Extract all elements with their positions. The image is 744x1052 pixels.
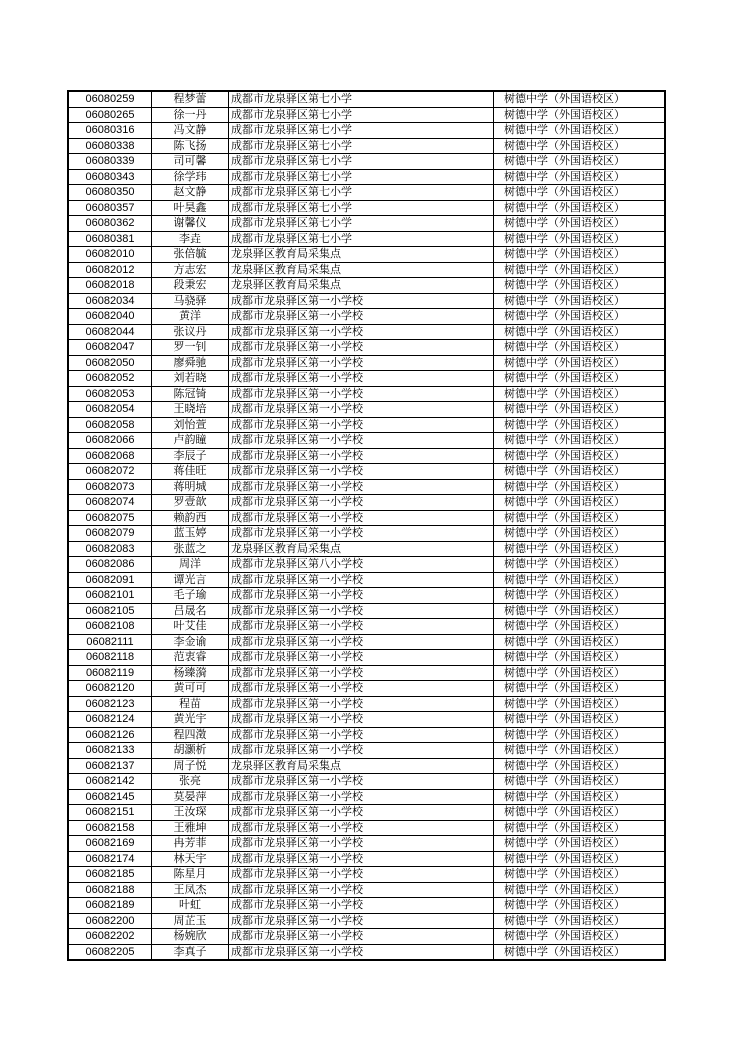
student-id-cell: 06080362 — [68, 216, 152, 232]
table-row — [68, 588, 665, 604]
table-row — [68, 727, 665, 743]
student-id-cell: 06082120 — [68, 681, 152, 697]
table-row — [68, 805, 665, 821]
origin-school-cell: 成都市龙泉驿区第一小学校 — [229, 851, 494, 867]
student-name-cell: 李真子 — [152, 944, 229, 960]
student-name-cell: 叶虹 — [152, 898, 229, 914]
student-id-cell: 06082010 — [68, 247, 152, 263]
admitted-school-cell: 树德中学（外国语校区） — [494, 386, 666, 402]
student-id-cell: 06082123 — [68, 696, 152, 712]
student-name-cell: 赖韵西 — [152, 510, 229, 526]
table-row — [68, 262, 665, 278]
origin-school-cell: 成都市龙泉驿区第一小学校 — [229, 309, 494, 325]
admitted-school-cell: 树德中学（外国语校区） — [494, 138, 666, 154]
origin-school-cell: 成都市龙泉驿区第一小学校 — [229, 324, 494, 340]
student-name-cell: 林天宇 — [152, 851, 229, 867]
student-id-cell: 06082091 — [68, 572, 152, 588]
student-name-cell: 李金谕 — [152, 634, 229, 650]
student-name-cell: 张蓝之 — [152, 541, 229, 557]
student-name-cell: 徐学玮 — [152, 169, 229, 185]
student-name-cell: 赵文静 — [152, 185, 229, 201]
admitted-school-cell: 树德中学（外国语校区） — [494, 340, 666, 356]
table-row — [68, 541, 665, 557]
student-id-cell: 06080259 — [68, 91, 152, 107]
table-row — [68, 169, 665, 185]
student-id-cell: 06082174 — [68, 851, 152, 867]
student-name-cell: 陈飞扬 — [152, 138, 229, 154]
origin-school-cell: 成都市龙泉驿区第一小学校 — [229, 634, 494, 650]
student-name-cell: 黄洋 — [152, 309, 229, 325]
table-row — [68, 247, 665, 263]
student-id-cell: 06082040 — [68, 309, 152, 325]
student-name-cell: 王凤杰 — [152, 882, 229, 898]
origin-school-cell: 成都市龙泉驿区第一小学校 — [229, 572, 494, 588]
student-id-cell: 06082145 — [68, 789, 152, 805]
student-name-cell: 蒋佳旺 — [152, 464, 229, 480]
table-row — [68, 650, 665, 666]
student-id-cell: 06080316 — [68, 123, 152, 139]
table-row — [68, 495, 665, 511]
student-id-cell: 06082054 — [68, 402, 152, 418]
student-id-cell: 06082018 — [68, 278, 152, 294]
origin-school-cell: 成都市龙泉驿区第七小学 — [229, 216, 494, 232]
table-row — [68, 572, 665, 588]
student-id-cell: 06082058 — [68, 417, 152, 433]
student-id-cell: 06082202 — [68, 929, 152, 945]
student-id-cell: 06082111 — [68, 634, 152, 650]
student-id-cell: 06082034 — [68, 293, 152, 309]
student-name-cell: 谭光言 — [152, 572, 229, 588]
table-row — [68, 898, 665, 914]
admitted-school-cell: 树德中学（外国语校区） — [494, 433, 666, 449]
student-id-cell: 06080357 — [68, 200, 152, 216]
student-name-cell: 王雅坤 — [152, 820, 229, 836]
admitted-school-cell: 树德中学（外国语校区） — [494, 293, 666, 309]
table-row — [68, 91, 665, 107]
admitted-school-cell: 树德中学（外国语校区） — [494, 216, 666, 232]
origin-school-cell: 成都市龙泉驿区第一小学校 — [229, 371, 494, 387]
origin-school-cell: 成都市龙泉驿区第一小学校 — [229, 805, 494, 821]
origin-school-cell: 成都市龙泉驿区第一小学校 — [229, 681, 494, 697]
table-row — [68, 510, 665, 526]
admitted-school-cell: 树德中学（外国语校区） — [494, 402, 666, 418]
student-name-cell: 段秉宏 — [152, 278, 229, 294]
student-name-cell: 张议丹 — [152, 324, 229, 340]
student-id-cell: 06082079 — [68, 526, 152, 542]
student-id-cell: 06082083 — [68, 541, 152, 557]
admitted-school-cell: 树德中学（外国语校区） — [494, 774, 666, 790]
admitted-school-cell: 树德中学（外国语校区） — [494, 898, 666, 914]
admitted-school-cell: 树德中学（外国语校区） — [494, 123, 666, 139]
origin-school-cell: 成都市龙泉驿区第一小学校 — [229, 836, 494, 852]
table-row — [68, 774, 665, 790]
admitted-school-cell: 树德中学（外国语校区） — [494, 262, 666, 278]
student-name-cell: 马骁驿 — [152, 293, 229, 309]
table-row — [68, 448, 665, 464]
origin-school-cell: 成都市龙泉驿区第七小学 — [229, 123, 494, 139]
student-id-cell: 06082151 — [68, 805, 152, 821]
table-row — [68, 743, 665, 759]
table-row — [68, 696, 665, 712]
table-row — [68, 123, 665, 139]
origin-school-cell: 成都市龙泉驿区第一小学校 — [229, 340, 494, 356]
admitted-school-cell: 树德中学（外国语校区） — [494, 200, 666, 216]
table-row — [68, 231, 665, 247]
admitted-school-cell: 树德中学（外国语校区） — [494, 851, 666, 867]
origin-school-cell: 成都市龙泉驿区第七小学 — [229, 154, 494, 170]
admitted-school-cell: 树德中学（外国语校区） — [494, 448, 666, 464]
student-id-cell: 06082108 — [68, 619, 152, 635]
student-id-cell: 06082124 — [68, 712, 152, 728]
admitted-school-cell: 树德中学（外国语校区） — [494, 324, 666, 340]
table-row — [68, 309, 665, 325]
admitted-school-cell: 树德中学（外国语校区） — [494, 603, 666, 619]
student-name-cell: 吕晟名 — [152, 603, 229, 619]
student-id-cell: 06082052 — [68, 371, 152, 387]
student-name-cell: 陈冠锜 — [152, 386, 229, 402]
table-row — [68, 402, 665, 418]
student-name-cell: 张倍毓 — [152, 247, 229, 263]
origin-school-cell: 成都市龙泉驿区第八小学校 — [229, 557, 494, 573]
admitted-school-cell: 树德中学（外国语校区） — [494, 557, 666, 573]
student-id-cell: 06082066 — [68, 433, 152, 449]
student-name-cell: 程四澂 — [152, 727, 229, 743]
origin-school-cell: 成都市龙泉驿区第一小学校 — [229, 402, 494, 418]
origin-school-cell: 成都市龙泉驿区第七小学 — [229, 185, 494, 201]
origin-school-cell: 成都市龙泉驿区第一小学校 — [229, 417, 494, 433]
student-name-cell: 黄光宇 — [152, 712, 229, 728]
origin-school-cell: 成都市龙泉驿区第一小学校 — [229, 696, 494, 712]
admitted-school-cell: 树德中学（外国语校区） — [494, 758, 666, 774]
admitted-school-cell: 树德中学（外国语校区） — [494, 634, 666, 650]
student-name-cell: 蒋明城 — [152, 479, 229, 495]
admitted-school-cell: 树德中学（外国语校区） — [494, 231, 666, 247]
table-row — [68, 200, 665, 216]
origin-school-cell: 成都市龙泉驿区第一小学校 — [229, 479, 494, 495]
table-row — [68, 417, 665, 433]
student-id-cell: 06082086 — [68, 557, 152, 573]
student-name-cell: 罗一钊 — [152, 340, 229, 356]
student-name-cell: 李垚 — [152, 231, 229, 247]
student-name-cell: 卢韵瞳 — [152, 433, 229, 449]
origin-school-cell: 成都市龙泉驿区第七小学 — [229, 91, 494, 107]
admitted-school-cell: 树德中学（外国语校区） — [494, 805, 666, 821]
student-id-cell: 06082119 — [68, 665, 152, 681]
admitted-school-cell: 树德中学（外国语校区） — [494, 712, 666, 728]
admitted-school-cell: 树德中学（外国语校区） — [494, 727, 666, 743]
table-row — [68, 138, 665, 154]
origin-school-cell: 成都市龙泉驿区第一小学校 — [229, 464, 494, 480]
admitted-school-cell: 树德中学（外国语校区） — [494, 588, 666, 604]
student-name-cell: 蓝玉婷 — [152, 526, 229, 542]
student-id-cell: 06082200 — [68, 913, 152, 929]
admitted-school-cell: 树德中学（外国语校区） — [494, 355, 666, 371]
admitted-school-cell: 树德中学（外国语校区） — [494, 929, 666, 945]
admitted-school-cell: 树德中学（外国语校区） — [494, 681, 666, 697]
admitted-school-cell: 树德中学（外国语校区） — [494, 836, 666, 852]
student-id-cell: 06082068 — [68, 448, 152, 464]
table-row — [68, 820, 665, 836]
table-row — [68, 479, 665, 495]
origin-school-cell: 成都市龙泉驿区第一小学校 — [229, 433, 494, 449]
student-id-cell: 06082205 — [68, 944, 152, 960]
admitted-school-cell: 树德中学（外国语校区） — [494, 913, 666, 929]
admitted-school-cell: 树德中学（外国语校区） — [494, 650, 666, 666]
admitted-school-cell: 树德中学（外国语校区） — [494, 464, 666, 480]
student-name-cell: 杨臻漪 — [152, 665, 229, 681]
student-name-cell: 毛子瑜 — [152, 588, 229, 604]
admitted-school-cell: 树德中学（外国语校区） — [494, 278, 666, 294]
origin-school-cell: 成都市龙泉驿区第七小学 — [229, 169, 494, 185]
admitted-school-cell: 树德中学（外国语校区） — [494, 510, 666, 526]
admitted-school-cell: 树德中学（外国语校区） — [494, 526, 666, 542]
student-name-cell: 刘若晓 — [152, 371, 229, 387]
origin-school-cell: 成都市龙泉驿区第一小学校 — [229, 789, 494, 805]
student-name-cell: 李辰子 — [152, 448, 229, 464]
table-row — [68, 758, 665, 774]
origin-school-cell: 成都市龙泉驿区第一小学校 — [229, 448, 494, 464]
student-name-cell: 廖舜驰 — [152, 355, 229, 371]
origin-school-cell: 成都市龙泉驿区第一小学校 — [229, 495, 494, 511]
student-id-cell: 06082137 — [68, 758, 152, 774]
student-name-cell: 周洋 — [152, 557, 229, 573]
table-row — [68, 278, 665, 294]
admitted-school-cell: 树德中学（外国语校区） — [494, 882, 666, 898]
student-id-cell: 06082074 — [68, 495, 152, 511]
origin-school-cell: 龙泉驿区教育局采集点 — [229, 758, 494, 774]
student-name-cell: 杨婉欣 — [152, 929, 229, 945]
student-id-cell: 06082158 — [68, 820, 152, 836]
origin-school-cell: 成都市龙泉驿区第一小学校 — [229, 665, 494, 681]
admitted-school-cell: 树德中学（外国语校区） — [494, 495, 666, 511]
student-list-table — [67, 90, 666, 961]
origin-school-cell: 成都市龙泉驿区第七小学 — [229, 138, 494, 154]
student-name-cell: 方志宏 — [152, 262, 229, 278]
admitted-school-cell: 树德中学（外国语校区） — [494, 696, 666, 712]
table-row — [68, 681, 665, 697]
student-id-cell: 06082126 — [68, 727, 152, 743]
student-id-cell: 06082012 — [68, 262, 152, 278]
origin-school-cell: 龙泉驿区教育局采集点 — [229, 278, 494, 294]
student-name-cell: 莫晏萍 — [152, 789, 229, 805]
student-name-cell: 王汝琛 — [152, 805, 229, 821]
student-name-cell: 陈星月 — [152, 867, 229, 883]
student-name-cell: 刘怡萱 — [152, 417, 229, 433]
student-id-cell: 06080338 — [68, 138, 152, 154]
admitted-school-cell: 树德中学（外国语校区） — [494, 665, 666, 681]
table-row — [68, 526, 665, 542]
student-id-cell: 06082073 — [68, 479, 152, 495]
student-id-cell: 06080381 — [68, 231, 152, 247]
student-id-cell: 06082185 — [68, 867, 152, 883]
student-id-cell: 06080343 — [68, 169, 152, 185]
origin-school-cell: 成都市龙泉驿区第一小学校 — [229, 913, 494, 929]
origin-school-cell: 成都市龙泉驿区第一小学校 — [229, 774, 494, 790]
student-id-cell: 06082047 — [68, 340, 152, 356]
table-row — [68, 944, 665, 960]
table-row — [68, 355, 665, 371]
table-row — [68, 107, 665, 123]
admitted-school-cell: 树德中学（外国语校区） — [494, 743, 666, 759]
origin-school-cell: 成都市龙泉驿区第一小学校 — [229, 650, 494, 666]
student-name-cell: 周子悦 — [152, 758, 229, 774]
admitted-school-cell: 树德中学（外国语校区） — [494, 541, 666, 557]
origin-school-cell: 成都市龙泉驿区第一小学校 — [229, 820, 494, 836]
student-id-cell: 06082169 — [68, 836, 152, 852]
admitted-school-cell: 树德中学（外国语校区） — [494, 169, 666, 185]
student-id-cell: 06080265 — [68, 107, 152, 123]
origin-school-cell: 成都市龙泉驿区第一小学校 — [229, 526, 494, 542]
student-name-cell: 谢馨仪 — [152, 216, 229, 232]
table-row — [68, 603, 665, 619]
student-id-cell: 06082189 — [68, 898, 152, 914]
admitted-school-cell: 树德中学（外国语校区） — [494, 309, 666, 325]
student-name-cell: 黄可可 — [152, 681, 229, 697]
origin-school-cell: 成都市龙泉驿区第七小学 — [229, 200, 494, 216]
student-name-cell: 司可馨 — [152, 154, 229, 170]
student-id-cell: 06082050 — [68, 355, 152, 371]
table-row — [68, 712, 665, 728]
admitted-school-cell: 树德中学（外国语校区） — [494, 417, 666, 433]
admitted-school-cell: 树德中学（外国语校区） — [494, 154, 666, 170]
table-row — [68, 851, 665, 867]
student-name-cell: 范衷睿 — [152, 650, 229, 666]
origin-school-cell: 成都市龙泉驿区第一小学校 — [229, 944, 494, 960]
student-id-cell: 06082105 — [68, 603, 152, 619]
origin-school-cell: 成都市龙泉驿区第一小学校 — [229, 867, 494, 883]
table-row — [68, 340, 665, 356]
admitted-school-cell: 树德中学（外国语校区） — [494, 867, 666, 883]
student-name-cell: 冯文静 — [152, 123, 229, 139]
origin-school-cell: 成都市龙泉驿区第一小学校 — [229, 355, 494, 371]
admitted-school-cell: 树德中学（外国语校区） — [494, 185, 666, 201]
origin-school-cell: 成都市龙泉驿区第七小学 — [229, 107, 494, 123]
student-id-cell: 06082053 — [68, 386, 152, 402]
student-name-cell: 周芷玉 — [152, 913, 229, 929]
admitted-school-cell: 树德中学（外国语校区） — [494, 371, 666, 387]
student-name-cell: 叶昊鑫 — [152, 200, 229, 216]
student-name-cell: 张亮 — [152, 774, 229, 790]
table-row — [68, 867, 665, 883]
origin-school-cell: 成都市龙泉驿区第一小学校 — [229, 929, 494, 945]
origin-school-cell: 成都市龙泉驿区第七小学 — [229, 231, 494, 247]
student-id-cell: 06082133 — [68, 743, 152, 759]
admitted-school-cell: 树德中学（外国语校区） — [494, 91, 666, 107]
table-row — [68, 324, 665, 340]
student-name-cell: 程苗 — [152, 696, 229, 712]
table-row — [68, 433, 665, 449]
table-row — [68, 789, 665, 805]
student-id-cell: 06082118 — [68, 650, 152, 666]
admitted-school-cell: 树德中学（外国语校区） — [494, 820, 666, 836]
table-row — [68, 913, 665, 929]
admitted-school-cell: 树德中学（外国语校区） — [494, 619, 666, 635]
origin-school-cell: 成都市龙泉驿区第一小学校 — [229, 727, 494, 743]
table-row — [68, 185, 665, 201]
table-row — [68, 665, 665, 681]
student-id-cell: 06082188 — [68, 882, 152, 898]
table-row — [68, 154, 665, 170]
table-row — [68, 619, 665, 635]
origin-school-cell: 成都市龙泉驿区第一小学校 — [229, 603, 494, 619]
student-name-cell: 胡灏析 — [152, 743, 229, 759]
table-row — [68, 634, 665, 650]
student-name-cell: 冉芳菲 — [152, 836, 229, 852]
origin-school-cell: 成都市龙泉驿区第一小学校 — [229, 712, 494, 728]
table-row — [68, 882, 665, 898]
table-row — [68, 216, 665, 232]
origin-school-cell: 龙泉驿区教育局采集点 — [229, 262, 494, 278]
table-body — [68, 91, 665, 960]
origin-school-cell: 成都市龙泉驿区第一小学校 — [229, 293, 494, 309]
origin-school-cell: 龙泉驿区教育局采集点 — [229, 247, 494, 263]
origin-school-cell: 成都市龙泉驿区第一小学校 — [229, 619, 494, 635]
origin-school-cell: 成都市龙泉驿区第一小学校 — [229, 510, 494, 526]
origin-school-cell: 成都市龙泉驿区第一小学校 — [229, 882, 494, 898]
student-id-cell: 06080350 — [68, 185, 152, 201]
admitted-school-cell: 树德中学（外国语校区） — [494, 789, 666, 805]
origin-school-cell: 成都市龙泉驿区第一小学校 — [229, 588, 494, 604]
student-id-cell: 06082072 — [68, 464, 152, 480]
student-name-cell: 王晓培 — [152, 402, 229, 418]
student-id-cell: 06080339 — [68, 154, 152, 170]
origin-school-cell: 龙泉驿区教育局采集点 — [229, 541, 494, 557]
origin-school-cell: 成都市龙泉驿区第一小学校 — [229, 386, 494, 402]
admitted-school-cell: 树德中学（外国语校区） — [494, 247, 666, 263]
table-row — [68, 464, 665, 480]
origin-school-cell: 成都市龙泉驿区第一小学校 — [229, 743, 494, 759]
student-name-cell: 程梦蕾 — [152, 91, 229, 107]
table-row — [68, 929, 665, 945]
student-id-cell: 06082142 — [68, 774, 152, 790]
admitted-school-cell: 树德中学（外国语校区） — [494, 107, 666, 123]
student-name-cell: 叶艾佳 — [152, 619, 229, 635]
admitted-school-cell: 树德中学（外国语校区） — [494, 944, 666, 960]
table-row — [68, 836, 665, 852]
student-id-cell: 06082044 — [68, 324, 152, 340]
table-row — [68, 293, 665, 309]
student-id-cell: 06082075 — [68, 510, 152, 526]
table-row — [68, 371, 665, 387]
admitted-school-cell: 树德中学（外国语校区） — [494, 479, 666, 495]
student-id-cell: 06082101 — [68, 588, 152, 604]
admitted-school-cell: 树德中学（外国语校区） — [494, 572, 666, 588]
origin-school-cell: 成都市龙泉驿区第一小学校 — [229, 898, 494, 914]
student-name-cell: 徐一丹 — [152, 107, 229, 123]
table-row — [68, 386, 665, 402]
student-name-cell: 罗壹歆 — [152, 495, 229, 511]
table-row — [68, 557, 665, 573]
